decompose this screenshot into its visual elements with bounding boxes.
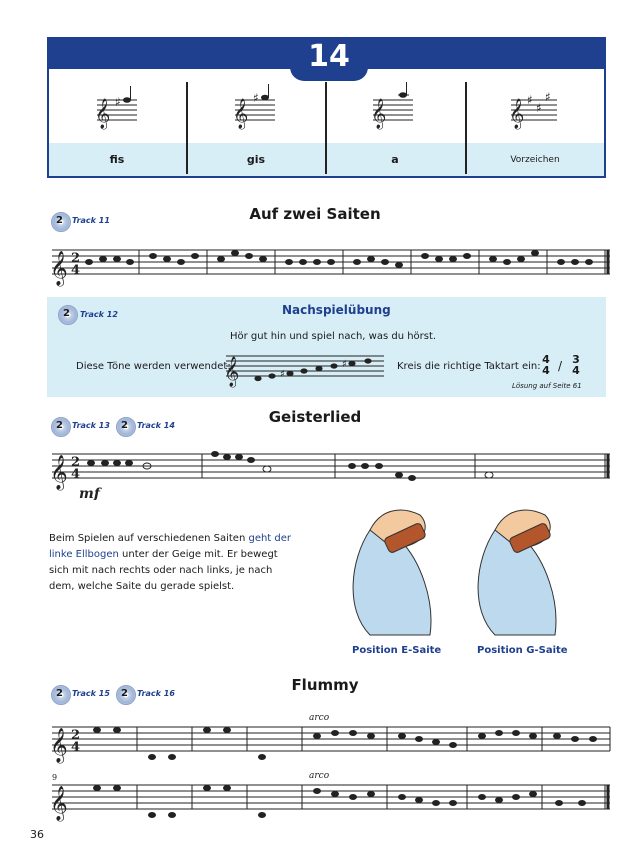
svg-text:2: 2 — [71, 455, 81, 470]
note-head — [261, 95, 269, 101]
treble-clef-icon: 𝄞 — [50, 455, 68, 490]
svg-text:4: 4 — [71, 263, 81, 278]
sharp-icon: ♯ — [536, 101, 542, 115]
treble-clef-icon: 𝄞 — [95, 99, 111, 129]
cd-number: 2 — [121, 420, 128, 431]
violin-position-illustrations — [340, 500, 590, 645]
svg-text:4: 4 — [71, 740, 81, 755]
cd-number: 2 — [56, 688, 63, 699]
track-label: Track 14 — [137, 421, 175, 430]
measure-number: 9 — [52, 773, 58, 782]
svg-text:♯: ♯ — [280, 369, 285, 380]
track-label: Track 11 — [72, 216, 110, 225]
arco-marking: arco — [309, 771, 330, 781]
note-label-gis: gis — [246, 153, 266, 166]
section-title: Flummy — [291, 676, 359, 694]
sharp-icon: ♯ — [545, 90, 551, 104]
note-label-a: a — [391, 153, 399, 166]
sharp-icon: ♯ — [527, 93, 533, 107]
header-notes — [49, 82, 604, 142]
svg-text:♯: ♯ — [342, 359, 347, 370]
cd-number: 2 — [56, 420, 63, 431]
section-title: Nachspielübung — [282, 303, 391, 317]
svg-text:2: 2 — [71, 728, 81, 743]
meter-option-4-4[interactable]: 4 4 — [542, 353, 550, 377]
instruction-text: Hör gut hin und spiel nach, was du hörst. — [230, 331, 437, 342]
track-label: Track 13 — [72, 421, 110, 430]
treble-clef-icon: 𝄞 — [233, 99, 249, 129]
meter-option-3-4[interactable]: 3 4 — [572, 353, 580, 377]
treble-clef-icon: 𝄞 — [50, 251, 68, 286]
track-label: Track 15 — [72, 689, 110, 698]
tone-set-staff — [224, 348, 386, 388]
arco-marking: arco — [309, 713, 330, 723]
treble-clef-icon: 𝄞 — [50, 786, 68, 821]
staff-auf-zwei-saiten — [47, 238, 612, 288]
note-head — [399, 92, 407, 98]
meter-separator: / — [558, 359, 563, 373]
meter-label: Kreis die richtige Taktart ein: — [397, 361, 541, 372]
cd-number: 2 — [56, 215, 63, 226]
cd-number: 2 — [121, 688, 128, 699]
treble-clef-icon: 𝄞 — [50, 728, 68, 763]
section-title: Auf zwei Saiten — [249, 205, 381, 223]
solution-note: Lösung auf Seite 61 — [512, 382, 582, 390]
note-label-vorzeichen: Vorzeichen — [510, 155, 560, 165]
treble-clef-icon: 𝄞 — [224, 357, 240, 387]
note-label-fis: fis — [109, 153, 125, 166]
tones-label: Diese Töne werden verwendet: — [76, 361, 231, 372]
track-label: Track 12 — [80, 310, 118, 319]
caption-g-string: Position G-Saite — [477, 645, 568, 656]
caption-e-string: Position E-Saite — [352, 645, 442, 656]
staff-flummy — [47, 700, 612, 825]
staff-geisterlied — [47, 430, 612, 500]
treble-clef-icon: 𝄞 — [509, 99, 525, 129]
sharp-icon: ♯ — [253, 91, 259, 105]
arm-illustration-g-string — [478, 510, 556, 635]
sharp-icon: ♯ — [115, 95, 121, 109]
treble-clef-icon: 𝄞 — [371, 99, 387, 129]
page-number: 36 — [30, 828, 44, 841]
dynamic-marking: mf — [79, 486, 100, 500]
lesson-number: 14 — [290, 37, 368, 81]
cd-number: 2 — [63, 308, 70, 319]
svg-text:4: 4 — [71, 467, 81, 482]
svg-text:2: 2 — [71, 251, 81, 266]
section-title: Geisterlied — [268, 408, 362, 426]
track-label: Track 16 — [137, 689, 175, 698]
elbow-instruction-text: Beim Spielen auf verschiedenen Saiten geht der linke Ellbogen unter der Geige mit. Er bewegt sich mit nach rechts oder nach links, je nach dem, welche Saite du gerade spielst. — [49, 533, 292, 592]
note-head — [123, 97, 131, 103]
arm-illustration-e-string — [353, 510, 431, 635]
